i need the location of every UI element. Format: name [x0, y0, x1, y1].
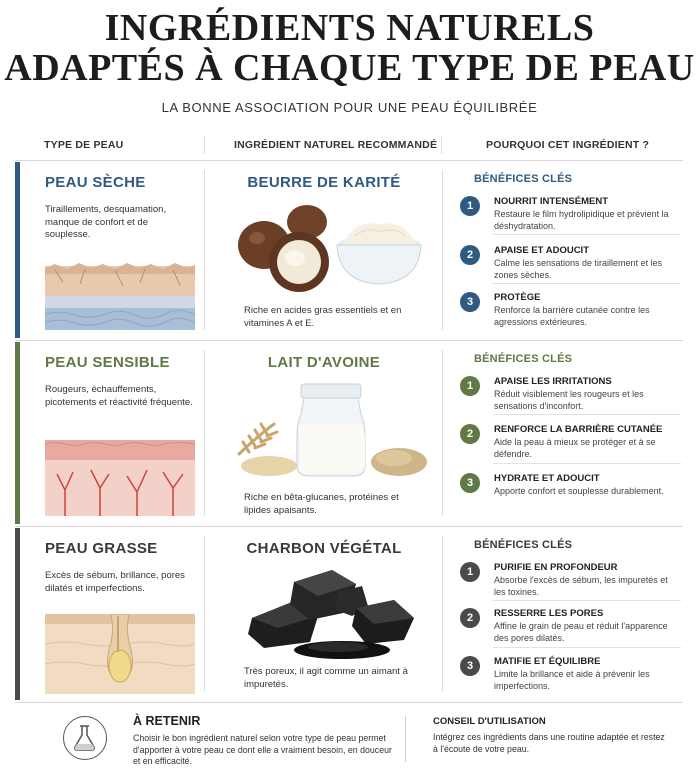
benefit-divider	[493, 234, 681, 235]
column-header-ingredient: INGRÉDIENT NATUREL RECOMMANDÉ	[234, 139, 438, 151]
advice-text: Intégrez ces ingrédients dans une routine adaptée et restez à l'écoute de votre peau.	[433, 732, 665, 754]
ingredient-description: Riche en bêta-glucanes, protéines et lipides apaisants.	[244, 492, 399, 516]
benefit-number: 2	[460, 608, 480, 628]
benefit-description: Apporte confort et souplesse durablement.	[494, 486, 664, 496]
skin-type-description: Excès de sébum, brillance, pores dilatés et imperfections.	[45, 570, 185, 594]
benefit-number: 3	[460, 292, 480, 312]
skin-type-description: Tiraillements, desquamation, manque de confort et de souplesse.	[45, 204, 167, 240]
ingredient-title: LAIT D'AVOINE	[267, 354, 381, 371]
shea-butter-illustration	[229, 200, 424, 300]
row-peau-seche	[15, 162, 683, 338]
column-header-why: POURQUOI CET INGRÉDIENT ?	[486, 139, 650, 151]
row-divider	[15, 526, 683, 527]
row-peau-sensible	[15, 342, 683, 524]
column-divider	[204, 170, 205, 330]
benefit-description: Restaure le film hydrolipidique et prévient la déshydratation.	[494, 209, 669, 231]
benefit-divider	[493, 647, 681, 648]
benefit-description: Aide la peau à mieux se protéger et à se défendre.	[494, 437, 656, 459]
flask-icon	[63, 716, 107, 760]
benefit-title: APAISE ET ADOUCIT	[494, 245, 590, 256]
benefit-divider	[493, 283, 681, 284]
skin-type-title: PEAU SENSIBLE	[45, 354, 170, 371]
benefit-number: 3	[460, 473, 480, 493]
benefit-divider	[493, 463, 681, 464]
benefit-title: RENFORCE LA BARRIÈRE CUTANÉE	[494, 424, 663, 435]
column-divider	[204, 350, 205, 516]
column-header-skin-type: TYPE DE PEAU	[44, 139, 124, 151]
benefit-divider	[493, 600, 681, 601]
skin-type-description: Rougeurs, échauffements, picotements et réactivité fréquente.	[45, 384, 193, 408]
benefit-description: Calme les sensations de tiraillement et les zones sèches.	[494, 258, 663, 280]
ingredient-description: Très poreux, il agit comme un aimant à impuretés.	[244, 666, 408, 690]
column-divider	[442, 350, 443, 516]
benefit-description: Limite la brillance et aide à prévenir les imperfections.	[494, 669, 650, 691]
header-divider	[441, 136, 442, 154]
page-title-line2: ADAPTÉS À CHAQUE TYPE DE PEAU	[4, 47, 695, 89]
column-divider	[442, 536, 443, 692]
benefit-title: MATIFIE ET ÉQUILIBRE	[494, 656, 601, 667]
benefit-title: APAISE LES IRRITATIONS	[494, 376, 612, 387]
row-accent-bar	[15, 342, 20, 524]
skin-type-title: PEAU SÈCHE	[45, 174, 146, 191]
row-accent-bar	[15, 528, 20, 700]
header-divider	[204, 136, 205, 154]
footer-divider	[405, 716, 406, 762]
sensitive-skin-illustration	[45, 440, 195, 516]
oat-milk-illustration	[229, 380, 429, 484]
benefit-description: Absorbe l'excès de sébum, les impuretés et les toxines.	[494, 575, 668, 597]
benefits-title: BÉNÉFICES CLÉS	[474, 173, 573, 185]
column-divider	[204, 536, 205, 692]
benefit-number: 3	[460, 656, 480, 676]
ingredient-description: Riche en acides gras essentiels et en vitamines A et E.	[244, 305, 402, 329]
benefit-number: 2	[460, 245, 480, 265]
remember-text: Choisir le bon ingrédient naturel selon votre type de peau permet d'apporter à votre peau ce dont elle a vraiment besoin, en douceur et en efficacité.	[133, 733, 392, 766]
benefit-description: Réduit visiblement les rougeurs et les sensations d'inconfort.	[494, 389, 644, 411]
benefit-title: PROTÈGE	[494, 292, 541, 303]
benefit-description: Renforce la barrière cutanée contre les agressions extérieures.	[494, 305, 650, 327]
benefits-title: BÉNÉFICES CLÉS	[474, 353, 573, 365]
ingredient-title: BEURRE DE KARITÉ	[247, 174, 401, 191]
dry-skin-illustration	[45, 260, 195, 330]
remember-title: À RETENIR	[133, 714, 201, 728]
ingredient-title: CHARBON VÉGÉTAL	[246, 540, 402, 557]
activated-charcoal-illustration	[234, 562, 424, 660]
skin-type-title: PEAU GRASSE	[45, 540, 158, 557]
benefit-title: HYDRATE ET ADOUCIT	[494, 473, 600, 484]
row-peau-grasse	[15, 528, 683, 700]
benefit-title: PURIFIE EN PROFONDEUR	[494, 562, 618, 573]
column-divider	[442, 170, 443, 330]
benefit-title: RESSERRE LES PORES	[494, 608, 604, 619]
benefit-number: 1	[460, 376, 480, 396]
page-subtitle: LA BONNE ASSOCIATION POUR UNE PEAU ÉQUILIBRÉE	[161, 100, 538, 115]
benefit-number: 2	[460, 424, 480, 444]
row-divider	[15, 702, 683, 703]
benefit-title: NOURRIT INTENSÉMENT	[494, 196, 608, 207]
benefit-number: 1	[460, 196, 480, 216]
oily-skin-illustration	[45, 614, 195, 694]
row-accent-bar	[15, 162, 20, 338]
advice-title: CONSEIL D'UTILISATION	[433, 716, 546, 727]
benefit-divider	[493, 414, 681, 415]
header-divider-line	[15, 160, 683, 161]
benefit-description: Affine le grain de peau et réduit l'apparence des pores dilatés.	[494, 621, 668, 643]
page-title-line1: INGRÉDIENTS NATURELS	[104, 7, 595, 49]
row-divider	[15, 340, 683, 341]
benefit-number: 1	[460, 562, 480, 582]
benefits-title: BÉNÉFICES CLÉS	[474, 539, 573, 551]
